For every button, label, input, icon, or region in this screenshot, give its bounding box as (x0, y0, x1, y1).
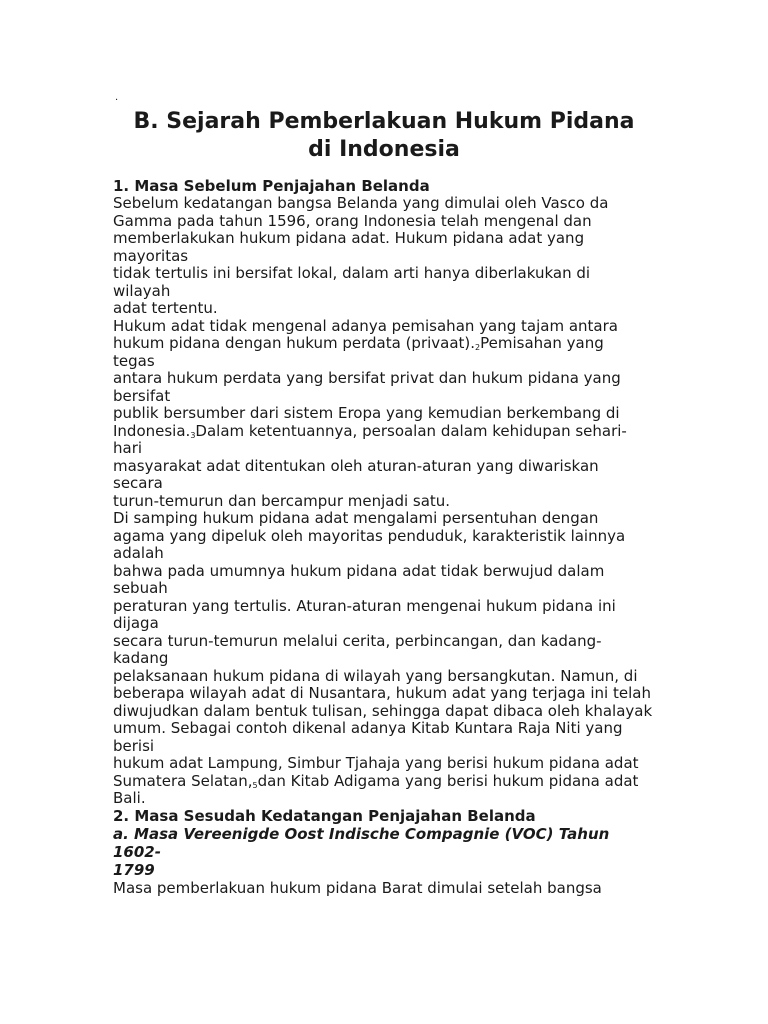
text-line: antara hukum perdata yang bersifat privat dan hukum pidana yang (113, 369, 621, 387)
text-line: bersifat (113, 387, 171, 405)
text-line: kadang (113, 649, 169, 667)
text-line (113, 423, 627, 444)
text-line (113, 773, 638, 794)
text-line: beberapa wilayah adat di Nusantara, hukum adat yang terjaga ini telah (113, 684, 651, 702)
text-line: berisi (113, 737, 155, 755)
text-line: tidak tertulis ini bersifat lokal, dalam arti hanya diberlakukan di (113, 264, 591, 282)
text-line: sebuah (113, 579, 168, 597)
text-line: hari (113, 439, 143, 457)
section-heading-2: 2. Masa Sesudah Kedatangan Penjajahan Belanda (113, 807, 536, 825)
subheading-a-line-3: 1799 (113, 861, 155, 879)
footnote-marker: 5 (252, 781, 258, 790)
page-title (0, 108, 768, 164)
text-line: tegas (113, 352, 155, 370)
text-segment: Pemisahan yang (480, 334, 604, 352)
text-line: adalah (113, 544, 164, 562)
text-line: hukum adat Lampung, Simbur Tjahaja yang berisi hukum pidana adat (113, 754, 639, 772)
text-segment: Dalam ketentuannya, persoalan dalam kehidupan sehari- (195, 422, 627, 440)
text-segment: Sumatera Selatan, (113, 772, 253, 790)
text-line: diwujudkan dalam bentuk tulisan, sehingga dapat dibaca oleh khalayak (113, 702, 653, 720)
text-line: Di samping hukum pidana adat mengalami persentuhan dengan (113, 509, 599, 527)
section-heading-1: 1. Masa Sebelum Penjajahan Belanda (113, 177, 430, 195)
text-line: turun-temurun dan bercampur menjadi satu. (113, 492, 451, 510)
text-line: dijaga (113, 614, 159, 632)
text-line: Bali. (113, 789, 146, 807)
text-line: pelaksanaan hukum pidana di wilayah yang bersangkutan. Namun, di (113, 667, 638, 685)
text-line (113, 335, 604, 356)
subheading-a-line-2: 1602- (113, 843, 161, 861)
text-line: Hukum adat tidak mengenal adanya pemisahan yang tajam antara (113, 317, 618, 335)
text-line: Masa pemberlakuan hukum pidana Barat dimulai setelah bangsa (113, 879, 602, 897)
text-line: agama yang dipeluk oleh mayoritas penduduk, karakteristik lainnya (113, 527, 626, 545)
text-line: umum. Sebagai contoh dikenal adanya Kitab Kuntara Raja Niti yang (113, 719, 623, 737)
text-line: publik bersumber dari sistem Eropa yang kemudian berkembang di (113, 404, 620, 422)
text-line: adat tertentu. (113, 299, 218, 317)
text-line: secara turun-temurun melalui cerita, perbincangan, dan kadang- (113, 632, 602, 650)
text-line: masyarakat adat ditentukan oleh aturan-aturan yang diwariskan (113, 457, 599, 475)
text-line: Sebelum kedatangan bangsa Belanda yang dimulai oleh Vasco da (113, 194, 609, 212)
text-line: memberlakukan hukum pidana adat. Hukum pidana adat yang (113, 229, 585, 247)
text-line: mayoritas (113, 247, 189, 265)
title-line-1: B. Sejarah Pemberlakuan Hukum Pidana (133, 109, 635, 134)
text-line: bahwa pada umumnya hukum pidana adat tidak berwujud dalam (113, 562, 605, 580)
footnote-marker: 3 (190, 431, 196, 440)
text-line: Gamma pada tahun 1596, orang Indonesia telah mengenal dan (113, 212, 592, 230)
text-line: wilayah (113, 282, 171, 300)
text-segment: dan Kitab Adigama yang berisi hukum pidana adat (257, 772, 639, 790)
subheading-a-line-1: a. Masa Vereenigde Oost Indische Compagnie (VOC) Tahun (113, 825, 610, 843)
text-segment: Indonesia. (113, 422, 191, 440)
title-line-2: di Indonesia (308, 137, 460, 162)
text-line: secara (113, 474, 163, 492)
page-marker: . (115, 92, 119, 103)
text-segment: hukum pidana dengan hukum perdata (privaat). (113, 334, 476, 352)
text-line: peraturan yang tertulis. Aturan-aturan mengenai hukum pidana ini (113, 597, 616, 615)
footnote-marker: 2 (475, 343, 481, 352)
